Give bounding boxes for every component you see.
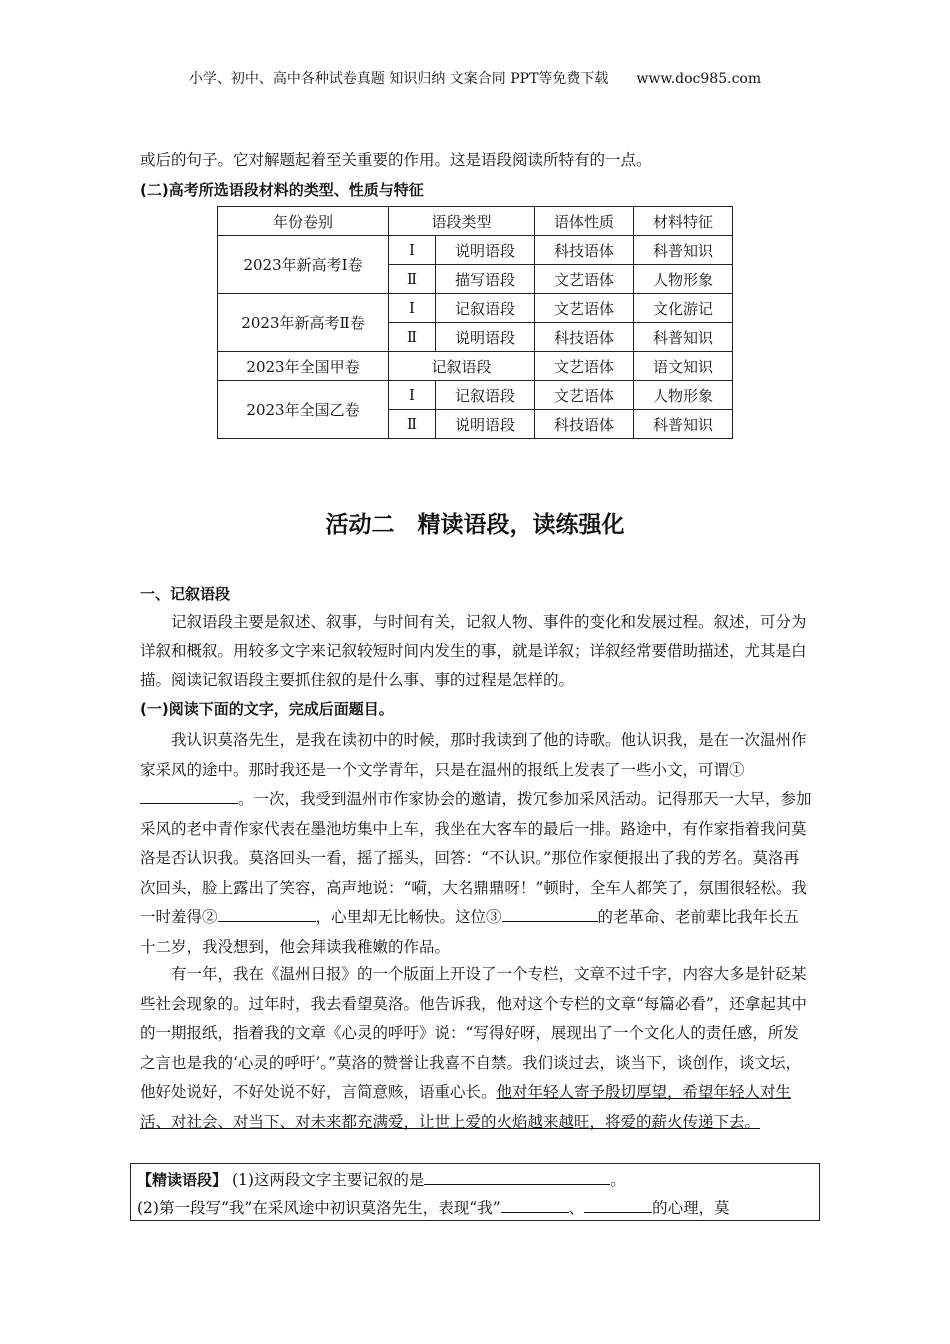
table-cell-type: 说明语段 bbox=[436, 323, 535, 352]
question-text: (2)第一段写“我”在采风途中初识莫洛先生，表现“我” bbox=[137, 1199, 501, 1217]
table-cell-year: 2023年全国乙卷 bbox=[218, 381, 389, 439]
passage-paragraph-1 bbox=[140, 726, 812, 962]
activity-title: 活动二 精读语段，读练强化 bbox=[325, 512, 625, 538]
table-cell-nature: 文艺语体 bbox=[535, 352, 634, 381]
intro-line: 或后的句子。它对解题起着至关重要的作用。这是语段阅读所特有的一点。 bbox=[140, 151, 652, 169]
table-cell-nature: 科技语体 bbox=[535, 410, 634, 439]
table-cell-num: Ⅱ bbox=[389, 410, 436, 439]
table-header-cell: 材料特征 bbox=[634, 207, 733, 236]
page-header bbox=[0, 68, 950, 88]
answer-blank[interactable] bbox=[501, 1196, 569, 1213]
table-cell-type: 描写语段 bbox=[436, 265, 535, 294]
underlined-sentence: 他对年轻人寄予殷切厚望，希望年轻人对生活、对社会、对当下、对未来都充满爱，让世上爱的火焰越来越旺，将爱的薪火传递下去。 bbox=[140, 1083, 792, 1131]
table-cell-nature: 文艺语体 bbox=[535, 265, 634, 294]
table-header-cell: 年份卷别 bbox=[218, 207, 389, 236]
table-cell-feature: 语文知识 bbox=[634, 352, 733, 381]
table-cell-feature: 人物形象 bbox=[634, 265, 733, 294]
header-text: 小学、初中、高中各种试卷真题 知识归纳 文案合同 PPT等免费下载 bbox=[188, 71, 609, 87]
blank-3[interactable] bbox=[502, 905, 598, 922]
question-text: 的心理，莫 bbox=[652, 1199, 730, 1217]
question-1 bbox=[137, 1168, 626, 1190]
blank-1[interactable] bbox=[140, 787, 238, 804]
question-text: 、 bbox=[568, 1199, 585, 1217]
question-text: 。 bbox=[610, 1171, 626, 1189]
table-cell-feature: 人物形象 bbox=[634, 381, 733, 410]
answer-blank[interactable] bbox=[424, 1168, 610, 1185]
table-row bbox=[218, 294, 733, 323]
table-row bbox=[218, 236, 733, 265]
blank-2[interactable] bbox=[218, 905, 316, 922]
table-cell-num: Ⅰ bbox=[389, 294, 436, 323]
table-cell-num: Ⅰ bbox=[389, 236, 436, 265]
table-cell-year: 2023年全国甲卷 bbox=[218, 352, 389, 381]
table-cell-year: 2023年新高考Ⅰ卷 bbox=[218, 236, 389, 294]
table-row bbox=[218, 381, 733, 410]
passage-text: 有一年，我在《温州日报》的一个版面上开设了一个专栏，文章不过千字，内容大多是针砭某些社会现象的。过年时，我去看望莫洛。他告诉我，他对这个专栏的文章“每篇必看”，还拿起其中的一期报纸，指着我的文章《心灵的呼吁》说：“写得好呀，展现出了一个文化人的责任感，所发之言也是我的‘心灵的呼吁’。”莫洛的赞誉让我喜不自禁。我们谈过去，谈当下，谈创作，谈文坛，他好处说好，不好处说不好，言简意赅，语重心长。 bbox=[140, 965, 807, 1101]
narrative-heading: 一、记叙语段 bbox=[140, 585, 231, 603]
table-cell-nature: 文艺语体 bbox=[535, 294, 634, 323]
table-cell-num: Ⅱ bbox=[389, 323, 436, 352]
passage-text: 。一次，我受到温州市作家协会的邀请，拨冗参加采风活动。记得那天一大早，参加采风的老中青作家代表在墨池坊集中上车，我坐在大客车的最后一排。路途中，有作家指着我问莫洛是否认识我。莫洛回头一看，摇了摇头，回答：“不认识。”那位作家便报出了我的芳名。莫洛再次回头，脸上露出了笑容，高声地说：“嗬，大名鼎鼎呀！”顿时，全车人都笑了，氛围很轻松。我一时羞得② bbox=[140, 790, 812, 926]
question-text: (1)这两段文字主要记叙的是 bbox=[231, 1171, 425, 1189]
table-cell-nature: 文艺语体 bbox=[535, 381, 634, 410]
table-cell-type: 记叙语段 bbox=[436, 294, 535, 323]
passage-paragraph-2 bbox=[140, 960, 812, 1137]
passage-text: ，心里却无比畅快。这位③ bbox=[315, 908, 502, 926]
narrative-intro: 记叙语段主要是叙述、叙事，与时间有关，记叙人物、事件的变化和发展过程。叙述，可分为详叙和概叙。用较多文字来记叙较短时间内发生的事，就是详叙；详叙经常要借助描述，尤其是白描。阅读记叙语段主要抓住叙的是什么事、事的过程是怎样的。 bbox=[140, 613, 807, 689]
table-cell-feature: 科普知识 bbox=[634, 323, 733, 352]
table-header-row bbox=[218, 207, 733, 236]
table-cell-num: Ⅱ bbox=[389, 265, 436, 294]
table-cell-feature: 文化游记 bbox=[634, 294, 733, 323]
table-cell-type: 记叙语段 bbox=[389, 352, 535, 381]
table-cell-feature: 科普知识 bbox=[634, 236, 733, 265]
section-title: (二)高考所选语段材料的类型、性质与特征 bbox=[140, 181, 424, 199]
table-row bbox=[218, 352, 733, 381]
table-cell-type: 记叙语段 bbox=[436, 381, 535, 410]
table-header-cell: 语体性质 bbox=[535, 207, 634, 236]
table-cell-feature: 科普知识 bbox=[634, 410, 733, 439]
passage-text: 的老革命、老前辈比我年长五十二岁，我没想到，他会拜读我稚嫩的作品。 bbox=[140, 908, 800, 956]
table-header-cell: 语段类型 bbox=[389, 207, 535, 236]
question-2 bbox=[137, 1196, 730, 1218]
header-site: www.doc985.com bbox=[636, 71, 762, 87]
answer-blank[interactable] bbox=[584, 1196, 652, 1213]
passage-types-table bbox=[217, 206, 733, 439]
table-cell-nature: 科技语体 bbox=[535, 323, 634, 352]
passage-text: 我认识莫洛先生，是我在读初中的时候，那时我读到了他的诗歌。他认识我，是在一次温州作家采风的途中。那时我还是一个文学青年，只是在温州的报纸上发表了一些小文，可谓① bbox=[140, 731, 807, 779]
reading-task: (一)阅读下面的文字，完成后面题目。 bbox=[140, 700, 394, 718]
table-cell-type: 说明语段 bbox=[436, 410, 535, 439]
table-cell-year: 2023年新高考Ⅱ卷 bbox=[218, 294, 389, 352]
table-cell-num: Ⅰ bbox=[389, 381, 436, 410]
box-label: 【精读语段】 bbox=[137, 1171, 228, 1189]
table-cell-type: 说明语段 bbox=[436, 236, 535, 265]
table-cell-nature: 科技语体 bbox=[535, 236, 634, 265]
close-reading-box bbox=[130, 1163, 820, 1221]
